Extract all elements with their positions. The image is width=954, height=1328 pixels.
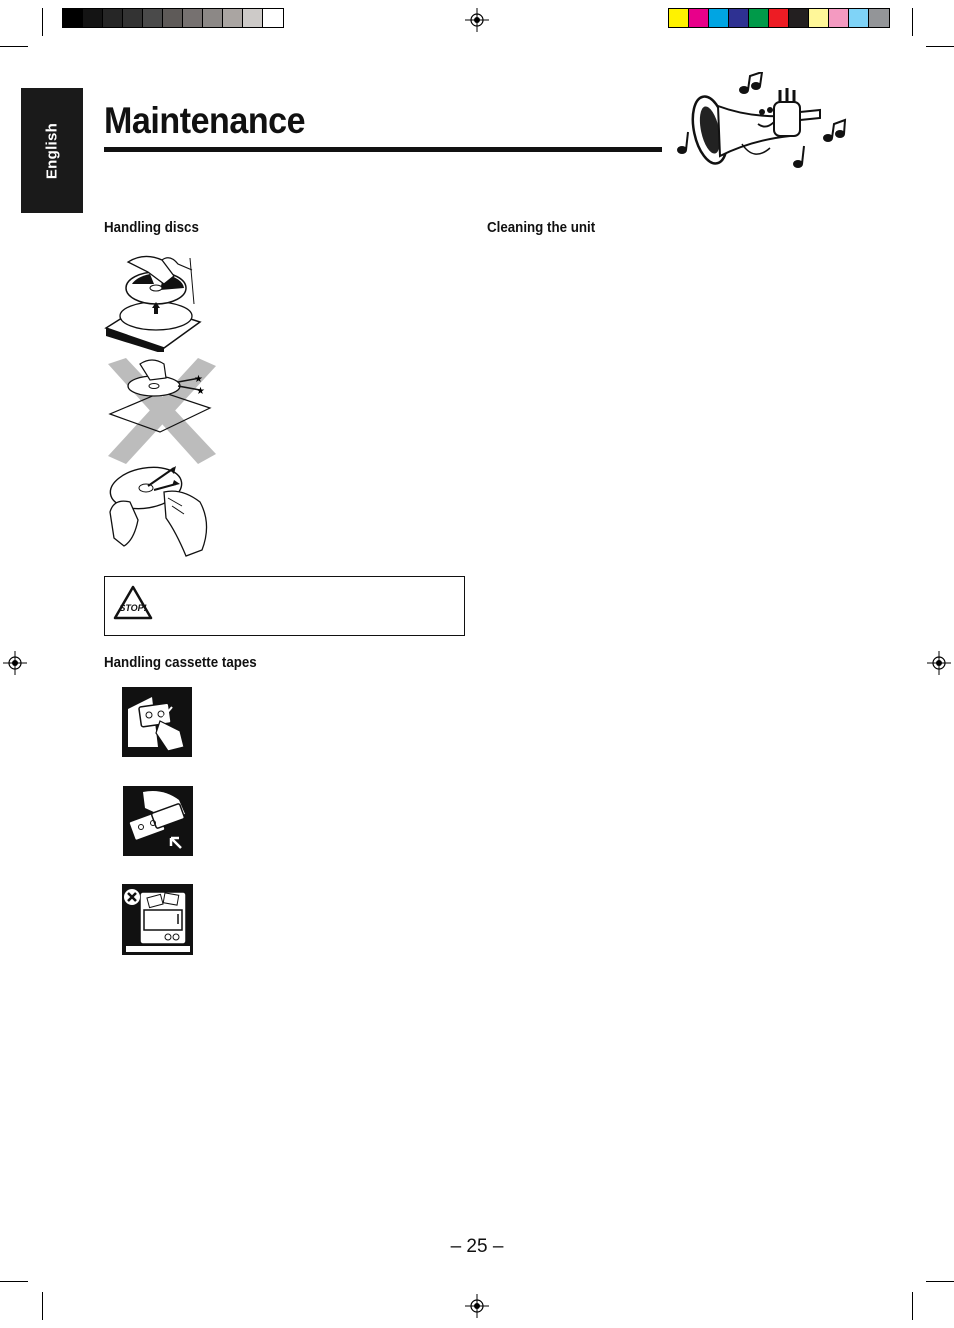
color-swatch	[223, 9, 243, 27]
color-swatch	[83, 9, 103, 27]
color-swatch	[63, 9, 83, 27]
registration-mark-icon	[927, 651, 951, 675]
color-swatch	[809, 9, 829, 27]
crop-mark	[912, 1292, 913, 1320]
cassette-heat-warning-illustration	[122, 884, 193, 955]
color-swatch	[769, 9, 789, 27]
disc-tray-illustration	[104, 244, 204, 352]
color-swatch	[103, 9, 123, 27]
disc-cleaning-illustration	[104, 462, 214, 560]
page-number: – 25 –	[450, 1236, 504, 1257]
registration-mark-icon	[3, 651, 27, 675]
language-tab-label: English	[43, 122, 61, 179]
disc-wrong-handling-illustration	[104, 356, 220, 468]
heading-handling-cassette-tapes: Handling cassette tapes	[104, 655, 257, 671]
crop-mark	[0, 1281, 28, 1282]
color-swatch	[829, 9, 849, 27]
crop-mark	[42, 8, 43, 36]
stop-warning-icon	[113, 585, 153, 621]
gray-scale-bar	[62, 8, 284, 28]
trumpet-mascot-illustration	[670, 72, 850, 172]
crop-mark	[912, 8, 913, 36]
color-swatch	[789, 9, 809, 27]
registration-mark-icon	[465, 1294, 489, 1318]
color-swatch	[849, 9, 869, 27]
crop-mark	[42, 1292, 43, 1320]
color-swatch	[203, 9, 223, 27]
color-swatch	[689, 9, 709, 27]
color-swatch	[263, 9, 283, 27]
title-rule	[104, 147, 662, 152]
cassette-tape-slack-illustration	[122, 687, 192, 757]
stop-warning-label: STOP!	[119, 603, 147, 613]
heading-cleaning-unit: Cleaning the unit	[487, 220, 596, 236]
cassette-tape-storage-illustration	[123, 786, 193, 856]
color-swatch	[749, 9, 769, 27]
crop-mark	[926, 1281, 954, 1282]
crop-mark	[926, 46, 954, 47]
svg-text:★: ★	[194, 374, 203, 385]
page-title: Maintenance	[104, 100, 306, 141]
registration-mark-icon	[465, 8, 489, 32]
heading-handling-discs: Handling discs	[104, 220, 199, 236]
color-swatch	[143, 9, 163, 27]
color-swatch	[163, 9, 183, 27]
color-swatch	[709, 9, 729, 27]
color-swatch	[869, 9, 889, 27]
color-swatch	[183, 9, 203, 27]
color-swatch	[729, 9, 749, 27]
color-swatch	[123, 9, 143, 27]
svg-text:★: ★	[196, 386, 205, 397]
warning-box	[104, 576, 465, 636]
color-swatch	[243, 9, 263, 27]
crop-mark	[0, 46, 28, 47]
color-swatch	[669, 9, 689, 27]
language-tab	[21, 88, 83, 213]
color-calibration-bar	[668, 8, 890, 28]
